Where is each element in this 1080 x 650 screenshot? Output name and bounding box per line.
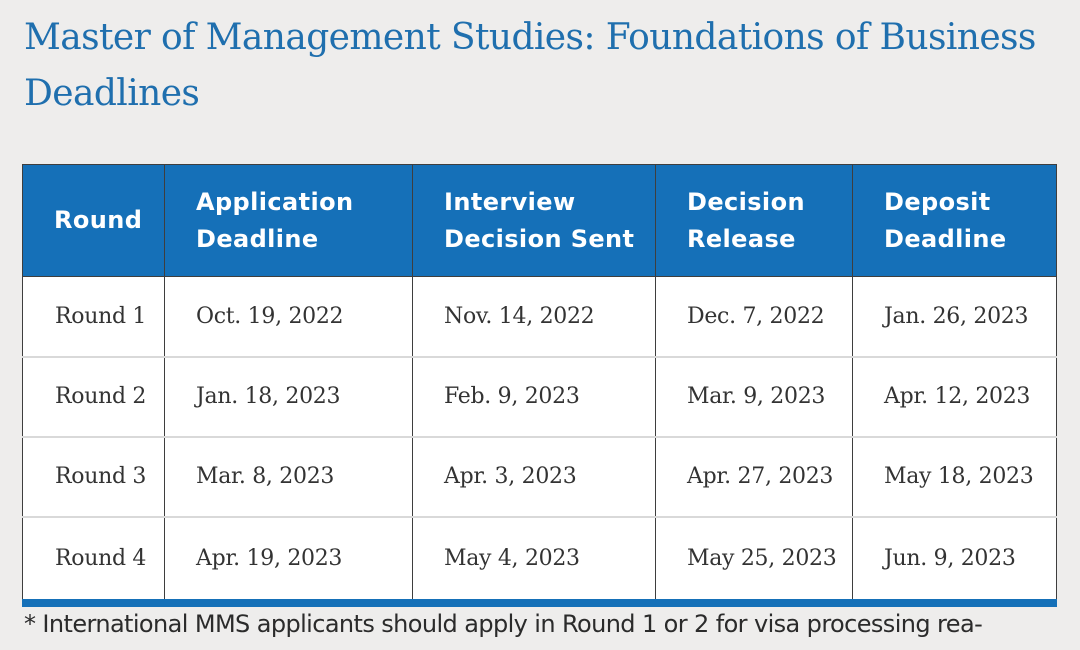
application-deadline-cell: Jan. 18, 2023 xyxy=(165,357,413,437)
header-application-deadline: Application Deadline xyxy=(165,165,413,277)
table-row xyxy=(23,277,1057,357)
deposit-deadline-cell: Jun. 9, 2023 xyxy=(853,517,1057,603)
table-row xyxy=(23,357,1057,437)
application-deadline-cell: Mar. 8, 2023 xyxy=(165,437,413,517)
application-deadline-cell: Apr. 19, 2023 xyxy=(165,517,413,603)
round-cell: Round 3 xyxy=(23,437,165,517)
interview-decision-sent-cell: Feb. 9, 2023 xyxy=(413,357,656,437)
decision-release-cell: Apr. 27, 2023 xyxy=(656,437,853,517)
interview-decision-sent-cell: Nov. 14, 2022 xyxy=(413,277,656,357)
page-title: Master of Management Studies: Foundations of Business Deadlines xyxy=(24,17,1036,114)
table-header-row xyxy=(23,165,1057,277)
interview-decision-sent-cell: May 4, 2023 xyxy=(413,517,656,603)
footnote: * International MMS applicants should apply in Round 1 or 2 for visa processing rea- xyxy=(24,610,983,638)
round-cell: Round 4 xyxy=(23,517,165,603)
deadlines-table xyxy=(22,164,1057,607)
deposit-deadline-cell: Jan. 26, 2023 xyxy=(853,277,1057,357)
header-round: Round xyxy=(23,165,165,277)
deposit-deadline-cell: May 18, 2023 xyxy=(853,437,1057,517)
decision-release-cell: Mar. 9, 2023 xyxy=(656,357,853,437)
decision-release-cell: May 25, 2023 xyxy=(656,517,853,603)
decision-release-cell: Dec. 7, 2022 xyxy=(656,277,853,357)
round-cell: Round 1 xyxy=(23,277,165,357)
header-interview-decision-sent: Interview Decision Sent xyxy=(413,165,656,277)
interview-decision-sent-cell: Apr. 3, 2023 xyxy=(413,437,656,517)
round-cell: Round 2 xyxy=(23,357,165,437)
header-deposit-deadline: Deposit Deadline xyxy=(853,165,1057,277)
table-row xyxy=(23,517,1057,603)
table-row xyxy=(23,437,1057,517)
application-deadline-cell: Oct. 19, 2022 xyxy=(165,277,413,357)
header-decision-release: Decision Release xyxy=(656,165,853,277)
deposit-deadline-cell: Apr. 12, 2023 xyxy=(853,357,1057,437)
